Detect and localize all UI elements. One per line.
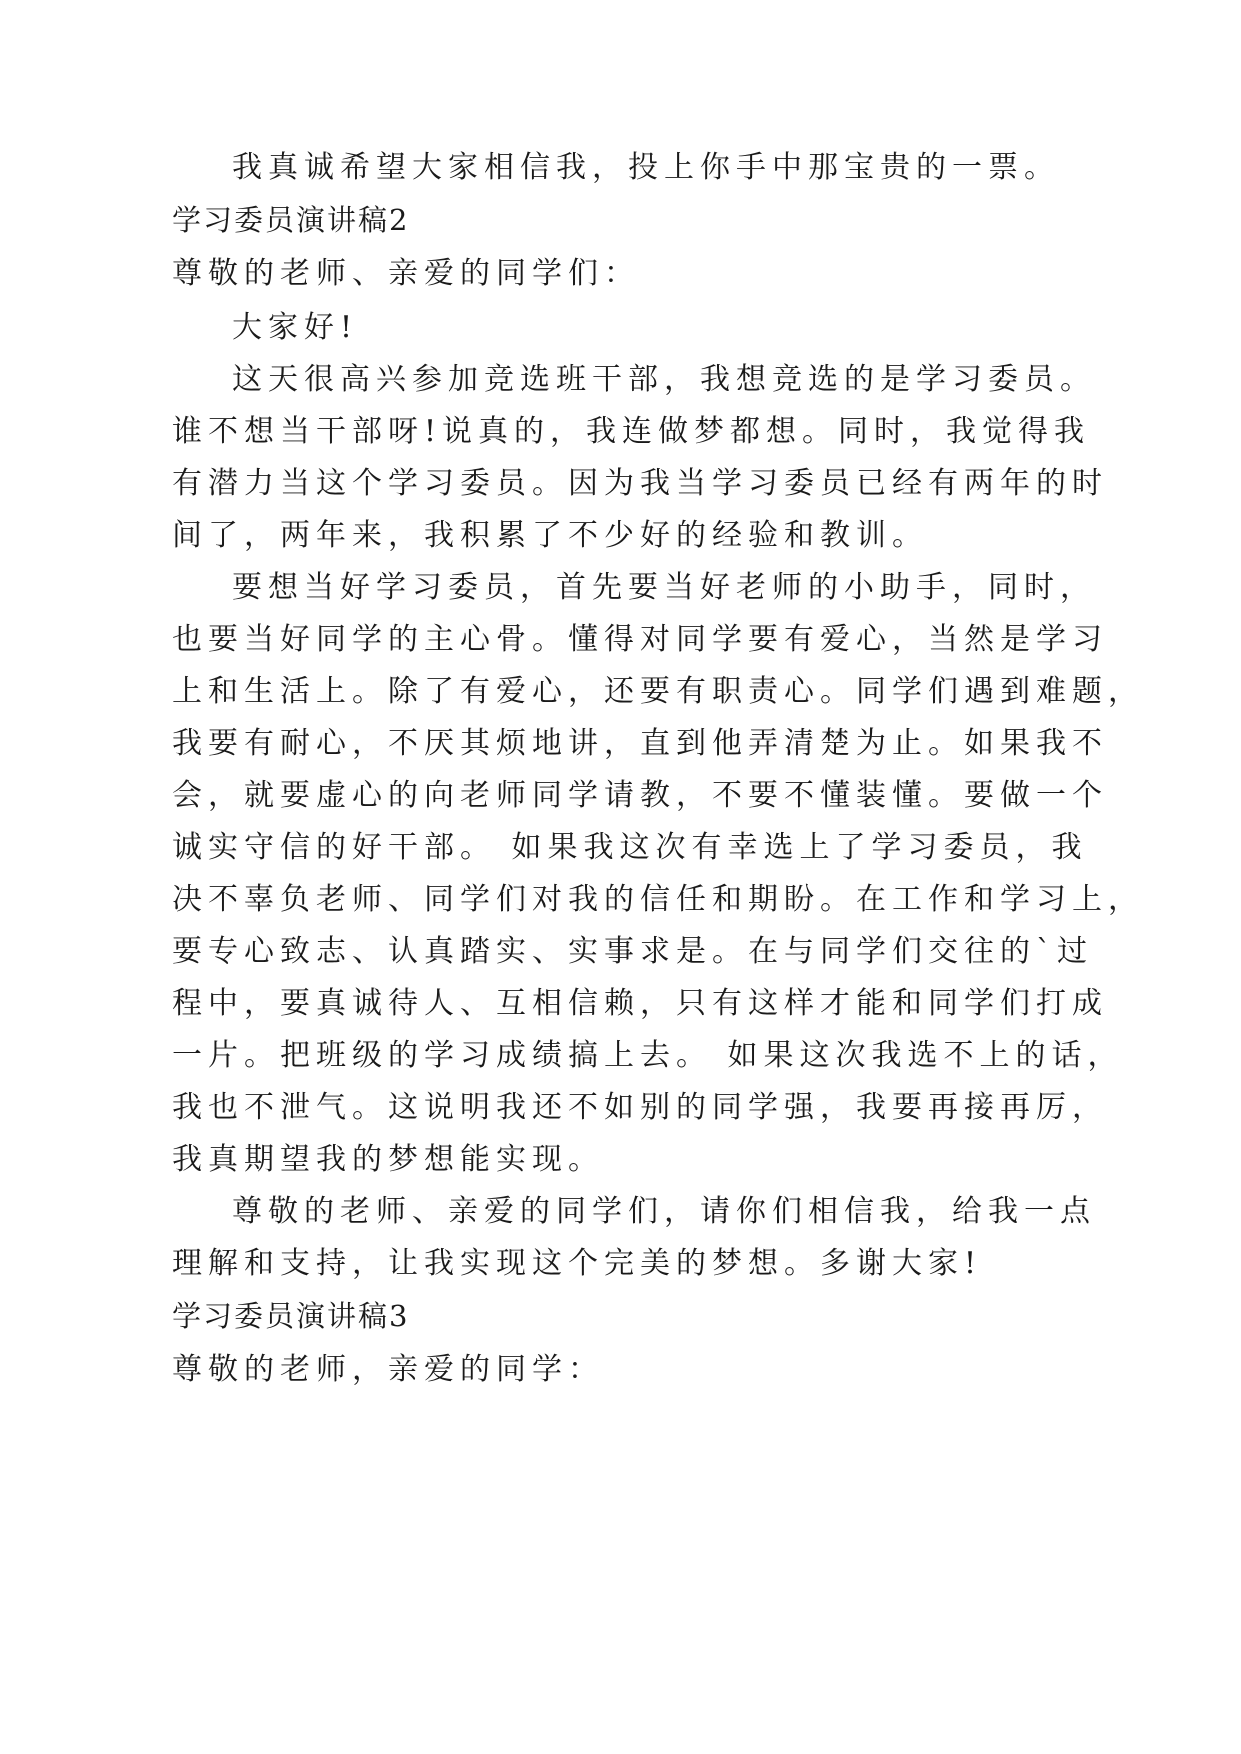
paragraph-line: 我真诚希望大家相信我，投上你手中那宝贵的一票。 bbox=[232, 150, 1060, 185]
paragraph-line: 程中，要真诚待人、互相信赖，只有这样才能和同学们打成 bbox=[172, 986, 1108, 1021]
paragraph-line: 尊敬的老师、亲爱的同学们，请你们相信我，给我一点 bbox=[232, 1194, 1096, 1229]
paragraph-line: 这天很高兴参加竞选班干部，我想竞选的是学习委员。 bbox=[232, 362, 1096, 397]
section-heading: 学习委员演讲稿2 bbox=[172, 203, 410, 237]
paragraph-line: 要专心致志、认真踏实、实事求是。在与同学们交往的`过 bbox=[172, 934, 1093, 969]
section-heading: 学习委员演讲稿3 bbox=[172, 1299, 410, 1333]
salutation: 尊敬的老师，亲爱的同学： bbox=[172, 1352, 604, 1387]
paragraph-line: 我也不泄气。这说明我还不如别的同学强，我要再接再厉， bbox=[172, 1090, 1108, 1125]
greeting: 大家好! bbox=[232, 310, 359, 345]
paragraph-line: 一片。把班级的学习成绩搞上去。 如果这次我选不上的话， bbox=[172, 1038, 1124, 1073]
paragraph-line: 谁不想当干部呀!说真的，我连做梦都想。同时，我觉得我 bbox=[172, 414, 1091, 449]
paragraph-line: 要想当好学习委员，首先要当好老师的小助手，同时， bbox=[232, 570, 1096, 605]
paragraph-line: 会，就要虚心的向老师同学请教，不要不懂装懂。要做一个 bbox=[172, 778, 1108, 813]
paragraph-line: 也要当好同学的主心骨。懂得对同学要有爱心，当然是学习 bbox=[172, 622, 1108, 657]
paragraph-line: 理解和支持，让我实现这个完美的梦想。多谢大家! bbox=[172, 1246, 983, 1281]
paragraph-line: 诚实守信的好干部。 如果我这次有幸选上了学习委员，我 bbox=[172, 830, 1088, 865]
paragraph-line: 有潜力当这个学习委员。因为我当学习委员已经有两年的时 bbox=[172, 466, 1108, 501]
paragraph-line: 我要有耐心，不厌其烦地讲，直到他弄清楚为止。如果我不 bbox=[172, 726, 1108, 761]
paragraph-line: 我真期望我的梦想能实现。 bbox=[172, 1142, 604, 1177]
paragraph-line: 间了，两年来，我积累了不少好的经验和教训。 bbox=[172, 518, 928, 553]
paragraph-line: 上和生活上。除了有爱心，还要有职责心。同学们遇到难题， bbox=[172, 674, 1144, 709]
salutation: 尊敬的老师、亲爱的同学们： bbox=[172, 256, 640, 291]
paragraph-line: 决不辜负老师、同学们对我的信任和期盼。在工作和学习上， bbox=[172, 882, 1144, 917]
